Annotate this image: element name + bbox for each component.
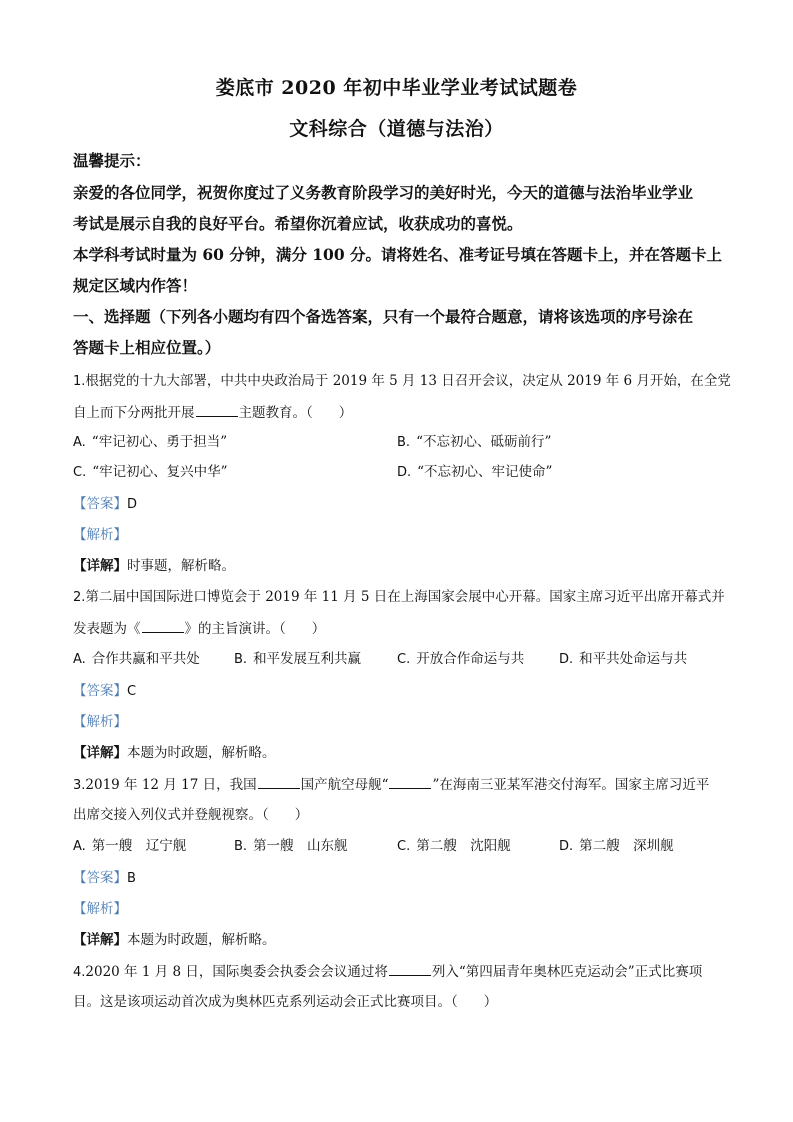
- detail-label: 【详解】: [73, 558, 127, 574]
- detail-line: [73, 930, 276, 950]
- answer-label: 【答案】: [73, 870, 127, 886]
- question-text: ”在海南三亚某军港交付海军。国家主席习近平: [432, 777, 710, 793]
- option-letter: A.: [73, 839, 86, 854]
- answer-line: [73, 868, 136, 889]
- option-letter: D.: [559, 839, 574, 854]
- option-text: “牢记初心、复兴中华”: [92, 464, 228, 480]
- option-letter: C.: [397, 839, 411, 854]
- question-3-stem-cont: [73, 805, 308, 825]
- detail-text: 时事题，解析略。: [127, 558, 235, 574]
- option-text: “牢记初心、勇于担当”: [91, 434, 228, 450]
- fill-blank: [196, 402, 238, 417]
- question-number: 2.: [73, 590, 86, 605]
- option-text: 第一艘 辽宁舰: [91, 838, 187, 854]
- notice-heading: 温馨提示：: [73, 151, 151, 170]
- option-a: [73, 432, 227, 453]
- option-text: 第二艘 深圳舰: [579, 838, 674, 854]
- question-3-stem: [73, 774, 709, 796]
- analysis-line: [73, 712, 127, 732]
- question-number: 4.: [73, 965, 86, 980]
- option-text: 和平发展互利共赢: [253, 651, 362, 667]
- option-text: 开放合作命运与共: [416, 651, 525, 667]
- question-text: 列入“第四届青年奥林匹克运动会”正式比赛项: [431, 964, 703, 980]
- option-letter: B.: [234, 839, 248, 854]
- option-text: 和平共处命运与共: [579, 651, 688, 667]
- option-text: 第二艘 沈阳舰: [416, 838, 511, 854]
- answer-value: B: [127, 871, 136, 886]
- question-1-stem-cont: [73, 402, 352, 423]
- notice-line: 规定区域内作答！: [73, 276, 198, 295]
- answer-line: [73, 494, 137, 515]
- analysis-line: [73, 525, 127, 545]
- option-text: “不忘初心、砥砺前行”: [416, 434, 552, 450]
- question-2-stem: [73, 587, 725, 608]
- option-letter: A.: [73, 652, 86, 667]
- question-text: 2020 年 1 月 8 日，国际奥委会执委会会议通过将: [85, 964, 388, 980]
- option-b: [234, 836, 348, 857]
- analysis-label: 【解析】: [73, 527, 127, 543]
- option-d: [559, 836, 674, 857]
- question-text: 第二届中国国际进口博览会于 2019 年 11 月 5 日在上海国家会展中心开幕。国家主席习近平出席开幕式并: [85, 589, 725, 605]
- option-letter: D.: [559, 652, 574, 667]
- paren-close: ）: [311, 621, 326, 637]
- fill-blank: [389, 961, 431, 976]
- notice-line: 考试是展示自我的良好平台。希望你沉着应试，收获成功的喜悦。: [73, 214, 523, 233]
- answer-line: [73, 681, 136, 702]
- question-text: 发表题为《: [73, 621, 141, 637]
- question-text: 主题教育。（: [238, 405, 313, 421]
- section-heading: 一、选择题（下列各小题均有四个备选答案，只有一个最符合题意，请将该选项的序号涂在: [73, 307, 694, 326]
- detail-label: 【详解】: [73, 932, 127, 948]
- question-2-stem-cont: [73, 618, 325, 639]
- option-a: [73, 649, 200, 670]
- option-b: [397, 432, 551, 453]
- question-text: 国产航空母舰“: [300, 777, 389, 793]
- answer-value: D: [127, 497, 138, 512]
- fill-blank: [258, 774, 300, 789]
- answer-value: C: [127, 684, 137, 699]
- fill-blank: [389, 774, 431, 789]
- question-number: 1.: [73, 374, 86, 389]
- option-letter: B.: [234, 652, 248, 667]
- option-d: [397, 462, 552, 483]
- question-1-stem: [73, 371, 731, 392]
- question-text: 自上而下分两批开展: [73, 405, 195, 421]
- analysis-label: 【解析】: [73, 714, 127, 730]
- option-c: [397, 649, 524, 670]
- question-text: 出席交接入列仪式并登舰视察。（: [73, 807, 269, 823]
- detail-text: 本题为时政题，解析略。: [127, 745, 276, 761]
- exam-title: 娄底市 2020 年初中毕业学业考试试题卷: [215, 77, 578, 99]
- question-text: 2019 年 12 月 17 日，我国: [85, 777, 257, 793]
- option-letter: D.: [397, 465, 412, 480]
- detail-line: [73, 743, 276, 763]
- question-text: 》的主旨演讲。（: [184, 621, 286, 637]
- option-letter: B.: [397, 435, 411, 450]
- option-letter: C.: [73, 465, 87, 480]
- detail-label: 【详解】: [73, 745, 127, 761]
- option-b: [234, 649, 361, 670]
- option-a: [73, 836, 186, 857]
- answer-label: 【答案】: [73, 496, 127, 512]
- exam-subtitle: 文科综合（道德与法治）: [289, 118, 504, 140]
- notice-line: 亲爱的各位同学，祝贺你度过了义务教育阶段学习的美好时光，今天的道德与法治毕业学业: [73, 183, 694, 202]
- option-c: [73, 462, 228, 483]
- question-4-stem-cont: [73, 992, 497, 1012]
- notice-line: 本学科考试时量为 60 分钟，满分 100 分。请将姓名、准考证号填在答题卡上，并在答题卡上: [73, 245, 723, 264]
- answer-label: 【答案】: [73, 683, 127, 699]
- option-letter: A.: [73, 435, 86, 450]
- option-letter: C.: [397, 652, 411, 667]
- fill-blank: [142, 618, 184, 633]
- question-text: 根据党的十九大部署，中共中央政治局于 2019 年 5 月 13 日召开会议，决定从 2019 年 6 月开始，在全党: [85, 373, 731, 389]
- section-heading: 答题卡上相应位置。）: [73, 338, 221, 357]
- question-text: 目。这是该项运动首次成为奥林匹克系列运动会正式比赛项目。（: [73, 994, 458, 1010]
- paren-close: ）: [338, 405, 353, 421]
- detail-text: 本题为时政题，解析略。: [127, 932, 276, 948]
- paren-close: ）: [294, 807, 309, 823]
- analysis-line: [73, 899, 127, 919]
- paren-close: ）: [483, 994, 498, 1010]
- analysis-label: 【解析】: [73, 901, 127, 917]
- option-text: 合作共赢和平共处: [91, 651, 200, 667]
- question-number: 3.: [73, 778, 86, 793]
- option-d: [559, 649, 687, 670]
- detail-line: [73, 556, 235, 576]
- question-4-stem: [73, 961, 702, 983]
- option-text: 第一艘 山东舰: [253, 838, 348, 854]
- option-text: “不忘初心、牢记使命”: [417, 464, 553, 480]
- option-c: [397, 836, 511, 857]
